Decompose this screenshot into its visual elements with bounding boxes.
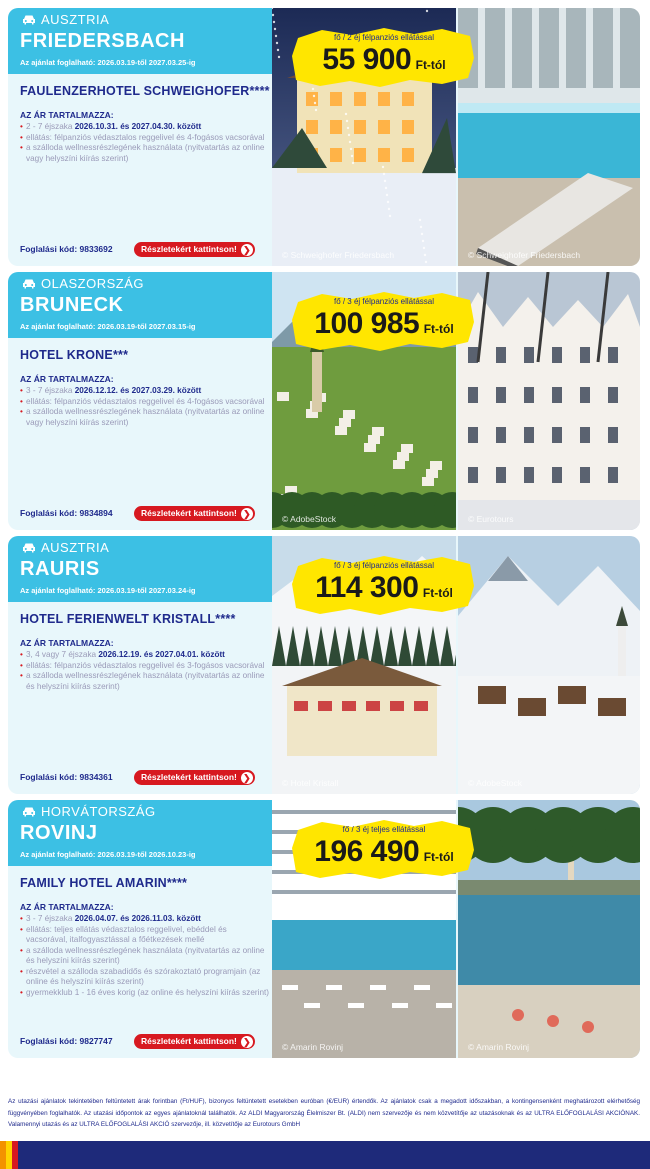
details-button[interactable] [134, 770, 255, 785]
hotel-photo-2 [458, 800, 640, 1058]
destination-header [8, 536, 272, 602]
price-unit: Ft-tól [415, 58, 446, 72]
price-value-row [292, 835, 476, 869]
hotel-name[interactable]: HOTEL KRONE*** [20, 348, 129, 362]
price-basis: fő / 3 éj félpanziós ellátással [333, 561, 435, 570]
booking-code: Foglalási kód: 9834361 [20, 772, 113, 782]
country-name: AUSZTRIA [41, 540, 110, 555]
includes-heading: AZ ÁR TARTALMAZZA: [20, 638, 114, 648]
bookable-period: Az ajánlat foglalható: 2026.03.19-től 2027.03.24-ig [20, 586, 196, 595]
destination-header [8, 800, 272, 866]
hotel-name[interactable]: HOTEL FERIENWELT KRISTALL**** [20, 612, 236, 626]
details-button-label: Részletekért kattintson! [141, 508, 237, 518]
country-label [22, 540, 109, 555]
included-item: • a szálloda wellnessrészlegének használata (nyitvatartás az online vagy helyszíni kiírás szerint) [20, 407, 270, 428]
destination-header [8, 272, 272, 338]
photo-credit: © Hotel Kristall [282, 778, 339, 788]
included-item: • 3 - 7 éjszaka 2026.04.07. és 2026.11.03. között [20, 914, 270, 925]
photo-credit: © Schweighofer Friedersbach [282, 250, 395, 260]
price-unit: Ft-tól [423, 322, 454, 336]
details-button-label: Részletekért kattintson! [141, 244, 237, 254]
details-button-label: Részletekért kattintson! [141, 1036, 237, 1046]
photo-credit: © Amarin Rovinj [468, 1042, 530, 1052]
included-item: • részvétel a szálloda szabadidős és szórakoztató programjain (az online és helyszíni kiírás szerint) [20, 967, 270, 988]
details-button-label: Részletekért kattintson! [141, 772, 237, 782]
price-badge [292, 290, 476, 352]
offer-card [8, 272, 640, 530]
bottom-bar [0, 1141, 650, 1169]
included-item: • ellátás: félpanziós védasztalos reggelivel és 3-fogásos vacsorával [20, 661, 270, 672]
includes-heading: AZ ÁR TARTALMAZZA: [20, 374, 114, 384]
offer-card [8, 800, 640, 1058]
country-name: HORVÁTORSZÁG [41, 804, 156, 819]
included-item: • ellátás: teljes ellátás védasztalos reggelivel, ebéddel és vacsorával, italfogyasztással a főétkezések mellé [20, 925, 270, 946]
photo-credit: © Amarin Rovinj [282, 1042, 344, 1052]
city-name: ROVINJ [20, 822, 98, 844]
included-item: • 2 - 7 éjszaka 2026.10.31. és 2027.04.30. között [20, 122, 270, 133]
city-name: RAURIS [20, 558, 100, 580]
hotel-photo-2 [458, 8, 640, 266]
price-unit: Ft-tól [422, 586, 453, 600]
photo-credit: © AdobeStock [282, 514, 336, 524]
price-badge [292, 554, 476, 616]
hotel-photo-2 [458, 536, 640, 794]
offer-card [8, 8, 640, 266]
car-icon [22, 542, 36, 553]
price-amount: 196 490 [314, 835, 420, 868]
brand-stripe-red [12, 1141, 18, 1169]
booking-code: Foglalási kód: 9833692 [20, 244, 113, 254]
hotel-name[interactable]: FAMILY HOTEL AMARIN**** [20, 876, 188, 890]
city-name: BRUNECK [20, 294, 124, 316]
booking-code: Foglalási kód: 9834894 [20, 508, 113, 518]
includes-heading: AZ ÁR TARTALMAZZA: [20, 110, 114, 120]
booking-code: Foglalási kód: 9827747 [20, 1036, 113, 1046]
included-item: • 3, 4 vagy 7 éjszaka 2026.12.19. és 2027.04.01. között [20, 650, 270, 661]
country-name: OLASZORSZÁG [41, 276, 145, 291]
country-name: AUSZTRIA [41, 12, 110, 27]
included-item: • gyermekklub 1 - 16 éves korig (az online és helyszíni kiírás szerint) [20, 988, 270, 999]
price-basis: fő / 2 éj félpanziós ellátással [333, 33, 435, 42]
car-icon [22, 14, 36, 25]
car-icon [22, 806, 36, 817]
details-button[interactable] [134, 242, 255, 257]
price-badge [292, 818, 476, 880]
price-basis: fő / 3 éj teljes ellátással [342, 825, 426, 834]
bookable-period: Az ajánlat foglalható: 2026.03.19-től 2027.03.15-ig [20, 322, 196, 331]
included-item: • a szálloda wellnessrészlegének használata (nyitvatartás az online és helyszíni kiírás szerint) [20, 946, 270, 967]
details-button[interactable] [134, 1034, 255, 1049]
bookable-period: Az ajánlat foglalható: 2026.03.19-től 2026.10.23-ig [20, 850, 196, 859]
chevron-right-icon: ❯ [241, 772, 253, 784]
price-value-row [292, 43, 476, 77]
car-icon [22, 278, 36, 289]
photo-credit: © Schweighofer Friedersbach [468, 250, 581, 260]
included-item: • a szálloda wellnessrészlegének használata (nyitvatartás az online és helyszíni kiírás szerint) [20, 671, 270, 692]
included-list [20, 386, 270, 428]
price-value-row [292, 307, 476, 341]
price-amount: 100 985 [314, 307, 420, 340]
price-badge [292, 26, 476, 88]
chevron-right-icon: ❯ [241, 1036, 253, 1048]
included-item: • a szálloda wellnessrészlegének használata (nyitvatartás az online vagy helyszíni kiírás szerint) [20, 143, 270, 164]
country-label [22, 276, 144, 291]
price-unit: Ft-tól [423, 850, 454, 864]
price-basis: fő / 3 éj félpanziós ellátással [333, 297, 435, 306]
photo-credit: © Eurotours [468, 514, 514, 524]
bookable-period: Az ajánlat foglalható: 2026.03.19-től 2027.03.25-ig [20, 58, 196, 67]
photo-credit: © AdobeStock [468, 778, 522, 788]
included-item: • ellátás: félpanziós védasztalos reggelivel és 4-fogásos vacsorával [20, 397, 270, 408]
price-amount: 114 300 [315, 571, 419, 604]
chevron-right-icon: ❯ [241, 508, 253, 520]
details-button[interactable] [134, 506, 255, 521]
offer-card [8, 536, 640, 794]
destination-header [8, 8, 272, 74]
city-name: FRIEDERSBACH [20, 30, 185, 52]
country-label [22, 12, 109, 27]
chevron-right-icon: ❯ [241, 244, 253, 256]
country-label [22, 804, 156, 819]
price-amount: 55 900 [322, 43, 412, 76]
included-item: • ellátás: félpanziós védasztalos reggelivel és 4-fogásos vacsorával [20, 133, 270, 144]
hotel-name[interactable]: FAULENZERHOTEL SCHWEIGHOFER**** [20, 84, 270, 98]
included-list [20, 650, 270, 692]
included-list [20, 122, 270, 164]
includes-heading: AZ ÁR TARTALMAZZA: [20, 902, 114, 912]
price-value-row [292, 571, 476, 605]
included-item: • 3 - 7 éjszaka 2026.12.12. és 2027.03.29. között [20, 386, 270, 397]
legal-footer: Az utazási ajánlatok tekintetében feltüntetett árak forintban (Ft/HUF), bizonyos feltüntetett esetekben euróban (€/EUR) értendők. Az ajánlatok csak a megadott időszakban, a kontingensenként meghatározott elérhetőség függvényében foglalhatók. Az utazási időpontok az egyes ajánlatoknál találhatók. Az ALDI Magyarország Élelmiszer Bt. (ALDI) nem szervezője és nem közvetítője az utazásoknak és az ULTRA ELŐFOGLALÁSI AKCIÓNAK. Valamennyi utazás és az ULTRA ELŐFOGLALÁSI AKCIÓ szervezője, ill. közvetítője az Eurotours GmbH [8, 1098, 640, 1128]
hotel-photo-2 [458, 272, 640, 530]
included-list [20, 914, 270, 998]
